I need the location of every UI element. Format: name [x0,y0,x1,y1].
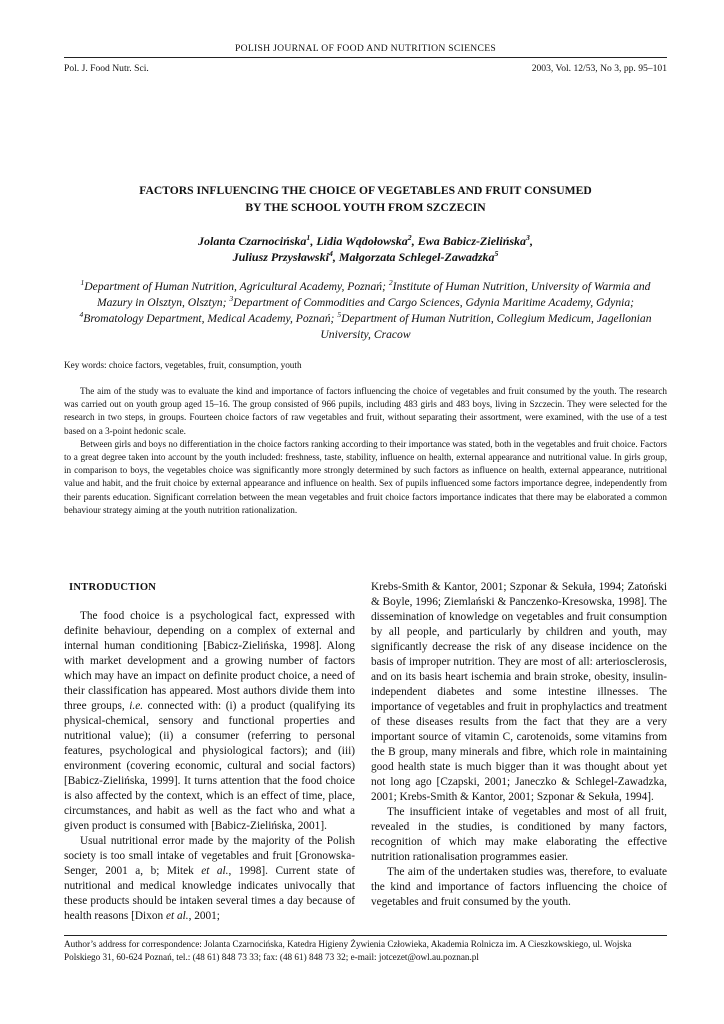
author-sup: 3 [526,233,530,242]
author-sup: 5 [494,249,499,258]
text-run: connected with: (i) a product (qualifying its physical-chemical, sensory and functional properties and nutritional value); (ii) a consumer (referring to personal features, psychological and physiological factors); and (iii) environment (covering economic, cultural and social factors) [Babicz-Zielińska, 1999]. It turns attention that the food choice is also affected by the context, which is an effect of time, place, circumstances, and habit as well as the fact who and what a given product is consumed with [Babicz-Zielińska, 2001]. [64,700,355,832]
volume-info: 2003, Vol. 12/53, No 3, pp. 95–101 [531,63,667,74]
article-title [64,182,667,216]
body-paragraph [64,834,355,924]
text-run-italic: et al. [165,910,189,922]
body-paragraph [64,609,355,834]
journal-name: POLISH JOURNAL OF FOOD AND NUTRITION SCIENCES [235,43,496,54]
correspondence-footnote: Author’s address for correspondence: Jolanta Czarnocińska, Katedra Higieny Żywienia Człowieka, Akademia Rolnicza im. A Cieszkowskiego, ul. Wojska Polskiego 31, 60-624 Poznań, tel.: (48 61) 848 73 33; fax: (48 61) 848 73 32; e-mail: jotcezet@owl.au.poznan.pl [64,939,632,962]
affiliation-sup: 3 [229,294,234,304]
affiliation-text: Department of Commodities and Cargo Sciences, Gdynia Maritime Academy, Gdynia; [233,296,635,309]
abstract-paragraph: The aim of the study was to evaluate the kind and importance of factors influencing the choice of vegetables and fruit consumed by the youth. The research was carried out on youth group aged 15–16. The group consisted of 966 pupils, including 483 girls and 483 boys, living in Szczecin. They were selected for the research in two steps, in groups. Fourteen choice factors of raw vegetables and fruit, without separating their assortment, were examined, with the use of a test based on a 3-point hedonic scale. [64,386,667,436]
affiliation-sup: 4 [79,310,84,320]
text-run: Usual nutritional error made by the majority of the Polish society is too small intake of vegetables and fruit [Gronowska-Senger, 2001 a, b; Mitek [64,835,355,877]
affiliation-sup: 5 [337,310,342,320]
author-name: Ewa Babicz-Zielińska [417,234,527,248]
body-paragraph: The aim of the undertaken studies was, therefore, to evaluate the kind and importance of factors influencing the choice of vegetables and fruit consumed by the youth. [371,866,667,908]
header-rule [64,57,667,58]
author-line-2: Juliusz Przysławski$^4$, Małgorzata Schlegel-Zawadzka$^5$ [232,249,499,264]
text-run: , 1998]. Current state of nutritional and medical knowledge indicates univocally that these products should be intaken several times a day because of health reasons [Dixon [64,865,355,922]
affiliation-sup: 1 [80,278,85,288]
author-name: Juliusz Przysławski [232,250,329,264]
body-paragraph: The insufficient intake of vegetables and most of all fruit, revealed in the studies, is conditioned by many factors, recognition of which may make elaborating the effective nutrition rationalisation programmes easier. [371,806,667,863]
title-line-1: FACTORS INFLUENCING THE CHOICE OF VEGETABLES AND FRUIT CONSUMED [139,184,592,197]
affiliation-text: Department of Human Nutrition, Agricultural Academy, Poznań; [84,280,386,293]
author-name: Lidia Wądołowska [316,234,408,248]
author-name: Małgorzata Schlegel-Zawadzka [338,250,495,264]
keywords: Key words: choice factors, vegetables, fruit, consumption, youth [64,360,302,370]
text-run: The food choice is a psychological fact, expressed with definite behaviour, depending on a complex of external and internal human conditioning [Babicz-Zielińska, 1998]. Along with market development and a growing number of factors which may have an impact on definite product choice, a need of their classification has appeared. Most authors divide them into three groups, [64,610,355,712]
title-line-2: BY THE SCHOOL YOUTH FROM SZCZECIN [245,201,486,214]
abstract [64,385,667,517]
text-run-italic: et al. [201,865,229,877]
affiliation-text: Institute of Human Nutrition, University of Warmia and Mazury in Olsztyn, Olsztyn; [96,280,651,309]
affiliation-list [64,279,667,343]
affiliation-text: Department of Human Nutrition, Collegium Medicum, Jagellonian University, Cracow [320,312,652,341]
author-sup: 2 [407,233,412,242]
text-run-italic: i.e. [129,700,144,712]
author-list [64,233,667,265]
footnote-rule [64,935,667,936]
author-sup: 4 [328,249,333,258]
body-paragraph: Krebs-Smith & Kantor, 2001; Szponar & Sekuła, 1994; Zatoński & Boyle, 1996; Ziemlański & Panczenko-Kresowska, 1998]. The dissemination of knowledge on vegetables and fruit consumption by all people, and particularly by children and youth, may significantly decrease the risk of any disease incidence on the basis of improper nutrition. They are most of all: arteriosclerosis, and on its basis heart ischemia and brain stroke, obesity, insulin-independent diabetes and some intestine illnesses. The importance of vegetables and fruit in prophylactics and treatment of these diseases results from the fact that they are a very important source of vitamin C, carotenoids, some vitamins from the B group, many minerals and fibre, which role in maintaining good health state is much bigger than it was thought about yet not long ago [Czapski, 2001; Janeczko & Schlegel-Zawadzka, 2001; Krebs-Smith & Kantor, 2001; Szponar & Sekuła, 1994]. [371,581,667,803]
abstract-paragraph: Between girls and boys no differentiation in the choice factors ranking according to their importance was stated, both in the vegetables and fruit choice. Factors to a great degree taken into account by the youth included: freshness, taste, stability, influence on health, external appearance and nutritional value. In girls group, in comparison to boys, the vegetables choice was significantly more strongly determined by such factors as influence on health, external appearance, nutritional value and habit, and the fruit choice by external appearance and influence on health. Sex of pupils influenced some factors importance degree, independently from their parents education. Significant correlation between the mean vegetables and fruit choice factors importance indicates that there may be elaborated a common behaviour strategy aiming at the youth nutrition rationalization. [64,438,667,515]
author-line-1: Jolanta Czarnocińska$^1$, Lidia Wądołowska$^2$, Ewa Babicz-Zielińska$^3$, [198,233,533,248]
author-sup: 1 [306,233,311,242]
section-heading-introduction: INTRODUCTION [69,582,157,593]
journal-abbreviation: Pol. J. Food Nutr. Sci. [64,63,149,74]
right-column [371,580,667,910]
affiliation-sup: 2 [388,278,393,288]
affiliation-line-1 [64,279,667,343]
text-run: , 2001; [188,910,220,922]
author-name: Jolanta Czarnocińska [198,234,307,248]
affiliation-text: Bromatology Department, Medical Academy, Poznań; [83,312,335,325]
left-column [64,580,355,924]
